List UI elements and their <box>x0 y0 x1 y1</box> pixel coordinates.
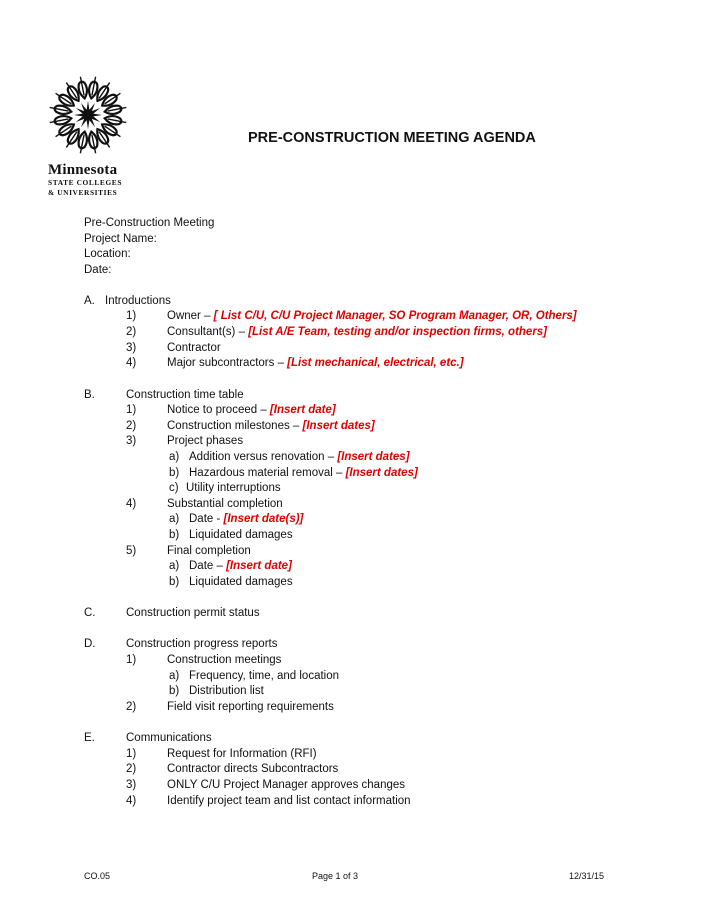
item-text: Contractor directs Subcontractors <box>167 763 339 775</box>
logo-text <box>48 162 128 198</box>
list-item <box>167 794 411 810</box>
item-text: Owner – <box>167 310 214 322</box>
section-b-title: Construction time table <box>126 389 244 401</box>
location-label: Location: <box>84 248 131 260</box>
item-text: Date - <box>189 513 224 525</box>
item-text: Field visit reporting requirements <box>167 701 334 713</box>
list-number: 4) <box>126 795 137 807</box>
sub-item <box>189 669 339 685</box>
list-item <box>167 419 375 435</box>
section-c-letter: C. <box>84 607 96 619</box>
list-number: 1) <box>126 748 137 760</box>
section-d-title: Construction progress reports <box>126 638 278 650</box>
item-text: Consultant(s) – <box>167 326 249 338</box>
item-text: Project phases <box>167 435 244 447</box>
sub-letter: a) <box>169 670 180 682</box>
logo-name: Minnesota <box>48 162 118 178</box>
sub-item <box>189 575 293 591</box>
item-text: Request for Information (RFI) <box>167 748 317 760</box>
list-number: 3) <box>126 435 137 447</box>
list-item <box>167 497 283 513</box>
list-item <box>167 700 334 716</box>
list-number: 2) <box>126 326 137 338</box>
list-item <box>167 434 243 450</box>
section-d-letter: D. <box>84 638 96 650</box>
placeholder-text: [Insert date(s)] <box>223 513 304 525</box>
sub-letter: c) <box>169 482 179 494</box>
placeholder-text: [Insert date] <box>226 560 292 572</box>
section-e-letter: E. <box>84 732 95 744</box>
list-number: 1) <box>126 654 137 666</box>
section-a-letter: A. <box>84 295 95 307</box>
item-text: Liquidated damages <box>189 576 293 588</box>
list-number: 3) <box>126 779 137 791</box>
list-number: 1) <box>126 404 137 416</box>
item-text: Substantial completion <box>167 498 283 510</box>
item-text: Hazardous material removal – <box>189 467 346 479</box>
item-text: Final completion <box>167 545 251 557</box>
placeholder-text: [Insert dates] <box>345 467 418 479</box>
list-item <box>167 653 281 669</box>
placeholder-text: [Insert dates] <box>337 451 410 463</box>
section-a-title: Introductions <box>105 295 171 307</box>
logo-sub-1: STATE COLLEGES <box>48 178 123 187</box>
sub-item <box>189 512 303 528</box>
item-text: Date – <box>189 560 227 572</box>
sub-letter: a) <box>169 513 180 525</box>
list-item <box>167 403 336 419</box>
list-number: 1) <box>126 310 137 322</box>
sub-item <box>189 559 292 575</box>
item-text: Identify project team and list contact information <box>167 795 411 807</box>
list-number: 2) <box>126 420 137 432</box>
list-number: 4) <box>126 357 137 369</box>
sub-item <box>189 528 293 544</box>
placeholder-text: [ List C/U, C/U Project Manager, SO Program Manager, OR, Others] <box>213 310 577 322</box>
placeholder-text: [List mechanical, electrical, etc.] <box>287 357 464 369</box>
sub-letter: a) <box>169 451 180 463</box>
list-number: 2) <box>126 701 137 713</box>
footer-code: CO.05 <box>84 871 111 881</box>
item-text: Major subcontractors – <box>167 357 288 369</box>
list-item <box>167 356 464 372</box>
sub-letter: b) <box>169 685 180 697</box>
logo-sub-2: & UNIVERSITIES <box>48 188 118 197</box>
section-b-letter: B. <box>84 389 95 401</box>
item-text: Construction milestones – <box>167 420 303 432</box>
list-item <box>167 325 547 341</box>
sub-item <box>189 684 264 700</box>
page-title: PRE-CONSTRUCTION MEETING AGENDA <box>248 130 536 146</box>
sub-letter: b) <box>169 576 180 588</box>
footer-date: 12/31/15 <box>569 871 605 881</box>
item-text: Contractor <box>167 342 221 354</box>
project-name-label: Project Name: <box>84 233 157 245</box>
list-item <box>167 778 405 794</box>
item-text: Construction meetings <box>167 654 282 666</box>
date-label: Date: <box>84 264 112 276</box>
list-item <box>167 309 577 325</box>
sub-item <box>186 481 281 497</box>
list-number: 3) <box>126 342 137 354</box>
sub-item <box>189 466 418 482</box>
placeholder-text: [Insert date] <box>269 404 336 416</box>
item-text: Liquidated damages <box>189 529 293 541</box>
list-item <box>167 341 221 357</box>
sub-item <box>189 450 410 466</box>
placeholder-text: [Insert dates] <box>302 420 375 432</box>
sub-letter: a) <box>169 560 180 572</box>
item-text: Utility interruptions <box>186 482 281 494</box>
logo <box>48 74 128 198</box>
list-number: 4) <box>126 498 137 510</box>
meeting-label: Pre-Construction Meeting <box>84 217 215 229</box>
list-item <box>167 762 338 778</box>
placeholder-text: [List A/E Team, testing and/or inspection firms, others] <box>248 326 548 338</box>
star-logo-icon <box>48 74 128 156</box>
sub-letter: b) <box>169 529 180 541</box>
footer-page: Page 1 of 3 <box>312 871 359 881</box>
item-text: Frequency, time, and location <box>189 670 340 682</box>
list-item <box>167 544 251 560</box>
sub-letter: b) <box>169 467 180 479</box>
item-text: Distribution list <box>189 685 264 697</box>
item-text: ONLY C/U Project Manager approves changes <box>167 779 406 791</box>
list-number: 2) <box>126 763 137 775</box>
section-c-title: Construction permit status <box>126 607 260 619</box>
list-number: 5) <box>126 545 137 557</box>
item-text: Addition versus renovation – <box>189 451 338 463</box>
list-item <box>167 747 317 763</box>
item-text: Notice to proceed – <box>167 404 270 416</box>
section-e-title: Communications <box>126 732 212 744</box>
